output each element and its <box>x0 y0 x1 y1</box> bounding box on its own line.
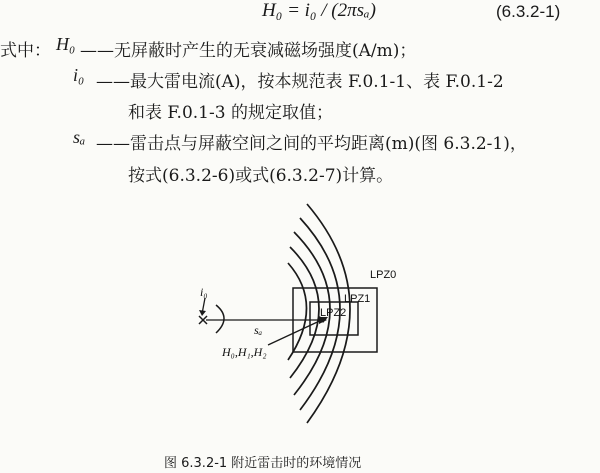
figure-caption: 图 6.3.2-1 附近雷击时的环境情况 <box>164 456 362 471</box>
definitions-intro: 式中： <box>0 41 51 61</box>
current-arrow-head <box>199 310 206 316</box>
label-fields: H₀,H₁,H₂ <box>222 345 267 359</box>
definition-symbol-h0: H₀ <box>56 34 76 54</box>
label-lpz0: LPZ0 <box>370 269 397 281</box>
definition-symbol-sa: sₐ <box>73 127 86 147</box>
definition-continuation-sa: 按式(6.3.2-6)或式(6.3.2-7)计算。 <box>128 166 394 186</box>
label-lpz1: LPZ1 <box>344 293 371 305</box>
strike-point-marker <box>199 316 207 324</box>
definition-text-i0: ——最大雷电流(A)，按本规范表 F.0.1-1、表 F.0.1-2 <box>96 72 504 92</box>
definition-continuation-i0: 和表 F.0.1-3 的规定取值； <box>128 103 333 123</box>
label-current: i₀ <box>200 285 208 299</box>
label-distance: sₐ <box>254 323 263 337</box>
field-arc-2 <box>290 247 319 378</box>
definition-symbol-i0: i₀ <box>73 65 85 85</box>
label-lpz2: LPZ2 <box>320 307 347 319</box>
field-arc-1 <box>288 263 307 360</box>
current-loop <box>216 305 224 333</box>
field-pointer-line <box>268 318 326 345</box>
definition-text-h0: ——无屏蔽时产生的无衰减磁场强度(A/m)； <box>80 41 417 61</box>
formula-number: (6.3.2-1) <box>496 2 561 21</box>
formula: H₀ = i₀ / (2πsₐ) <box>262 0 376 21</box>
definition-text-sa: ——雷击点与屏蔽空间之间的平均距离(m)(图 6.3.2-1)， <box>96 134 527 154</box>
